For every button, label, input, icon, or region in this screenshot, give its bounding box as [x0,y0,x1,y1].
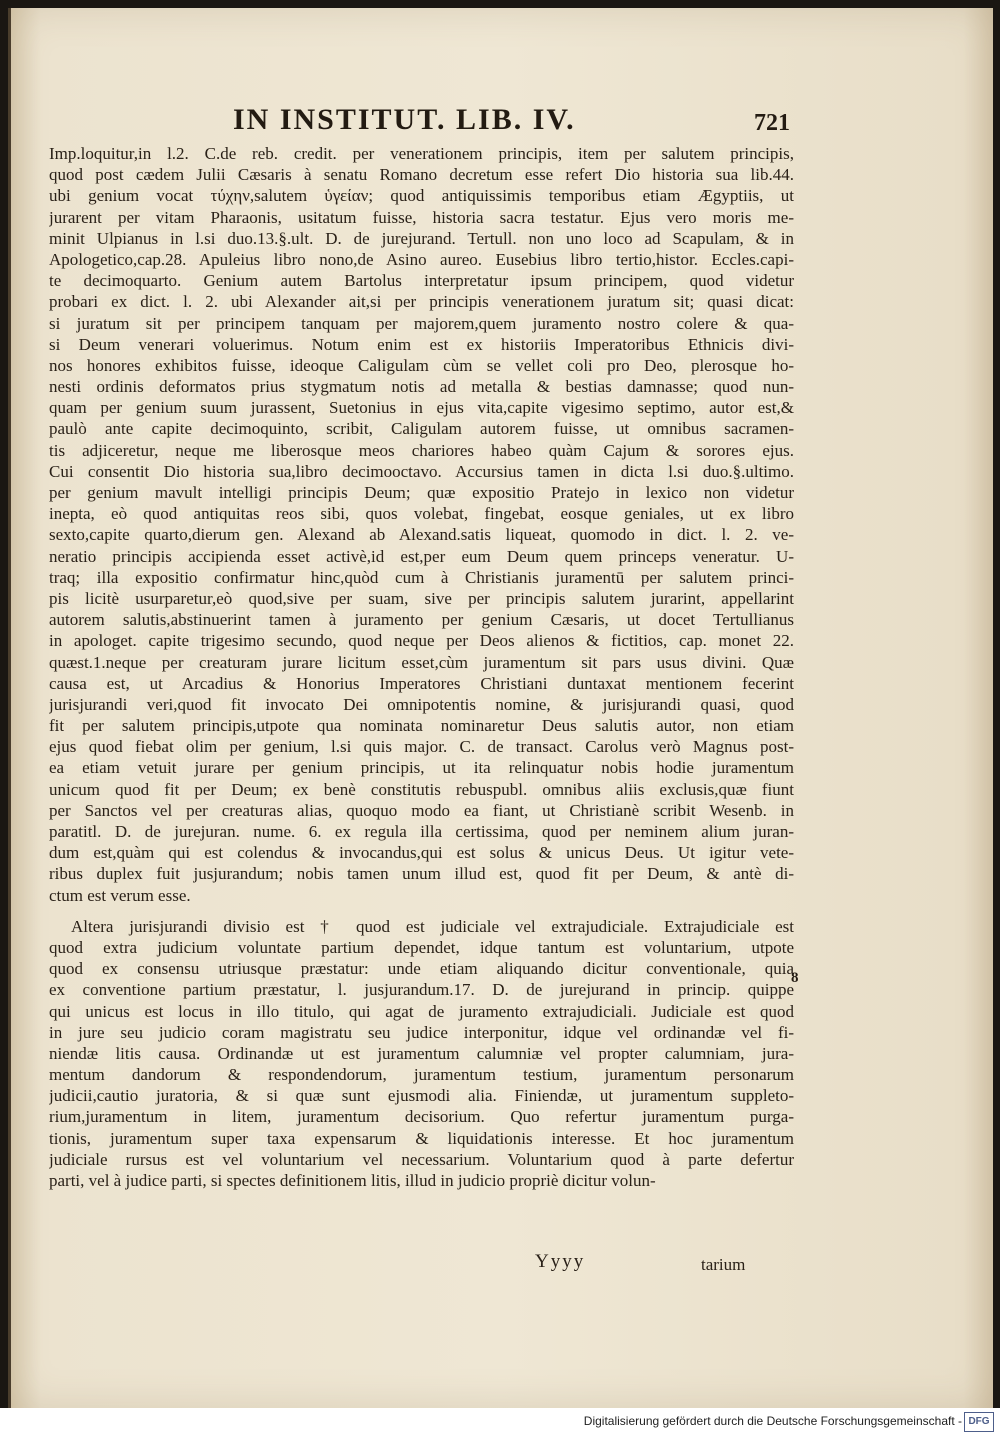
text-line: ctum est verum esse. [49,885,191,905]
text-line: inepta, eò quod antiquitas reos sibi, quos volebat, fingebat, eosque geniales, ut ex libro [49,504,794,524]
text-line: quod post cædem Julii Cæsaris à senatu Romano decretum esse refert Dio historia sua lib.44. [49,165,794,185]
text-line: ubi genium vocat τύχην,salutem ὑγείαν; quod antiquissimis temporibus etiam Ægyptiis, ut [49,186,794,206]
text-line: nesti ordinis deformatos prius stygmatum notis ad metalla & bestias damnasse; quod nun- [49,377,794,397]
text-line: unicum quod fit per Deum; ex benè constitutis rebuspubl. omnibus aliis exclusis,quæ fiunt [49,779,794,799]
page-number: 721 [754,110,790,136]
text-line: sexto,capite quarto,dierum gen. Alexand ab Alexand.satis liqueat, quomodo in dict. l. 2. ve- [49,525,794,545]
text-line: rium,juramentum in litem, juramentum decisorium. Quo refertur juramentum purga- [49,1107,794,1127]
text-line: per Sanctos vel per creaturas alias, quoquo modo ea fiant, ut Christianè scribit Wesenb. in [49,800,794,820]
text-line: parti, vel à judice parti, si spectes definitionem litis, illud in judicio propriè dicitur volun- [49,1171,656,1190]
text-line: causa est, ut Arcadius & Honorius Imperatores Christiani duntaxat mentionem fecerint [49,673,794,693]
text-line: tionis, juramentum super taxa expensarum & liquidationis interesse. Et hoc juramentum [49,1128,794,1148]
text-line: qui unicus est locus in illo titulo, qui agat de juramento extrajudiciali. Judiciale est quod [49,1001,794,1021]
dfg-logo-icon: DFG [964,1412,994,1432]
text-line: Apologetico,cap.28. Apuleius libro nono,de Asino aureo. Eusebius libro tertio,histor. Eccles.capi- [49,249,794,269]
signature-mark: Yyyy [535,1251,586,1272]
paragraph-2 [49,916,794,1191]
text-line: ejus quod fiebat olim per genium, l.si quis major. C. de transact. Carolus verò Magnus post- [49,737,794,757]
text-line: paratitl. D. de jurejuran. nume. 6. ex regula illa certissima, quod per neminem alium juran- [49,822,794,841]
text-line: paulò ante capite decimoquinto, scribit, Caligulam autorem fuisse, ut omnibus sacramen- [49,419,794,439]
margin-note: 8 [791,970,799,986]
text-line: minit Ulpianus in l.si duo.13.§.ult. D. de jurejurand. Tertull. non uno loco ad Scapulam, & in [49,228,794,248]
text-line: judicii,cautio juratoria, & si quæ sunt ejusmodi alia. Finiendæ, ut juramentum suppleto- [49,1086,794,1106]
text-line: quæst.1.neque per creaturam jurare licitum esset,cùm juramentum sit pars usus divini. Quæ [49,652,794,672]
text-line: neratio principis accipienda esset activè,id est,per eum Deum quem princeps veneratur. U- [49,546,794,566]
paragraph-1 [49,143,794,906]
text-line: mentum dandorum & respondendorum, juramentum testium, juramentum personarum [49,1065,794,1085]
text-line: jurisjurandi veri,quod fit invocato Dei omnipotentis nomine, & jurisjurandi quasi, quod [49,694,794,714]
text-line: fit per salutem principis,utpote qua nominata nominaretur Deus salutis autor, non etiam [49,716,794,736]
text-line: jurarent per vitam Pharaonis, usitatum fuisse, historia sacra testatur. Ejus vero moris me- [49,207,794,227]
footer-bar [0,1408,1000,1438]
text-line: pis licitè usurparetur,eò quod,sive per suam, sive per principis salutem jurarint, appellarint [49,588,794,608]
text-line: tis adjiceretur, neque me liberosque meos chariores habeo quàm Cajum & sorores ejus. [49,440,794,460]
text-line: te decimoquarto. Genium autem Bartolus interpretatur ipsum principem, quod videtur [49,271,794,291]
text-line: ea etiam vetuit jurare per genium principis, ut ita relinquatur nobis hodie juramentum [49,758,794,778]
text-line: judiciale rursus est vel voluntarium vel necessarium. Voluntarium quod à parte defertur [49,1149,794,1169]
text-line: niendæ litis causa. Ordinandæ ut est juramentum calumniæ vel propter calumniam, jura- [49,1043,794,1063]
footer-credit: Digitalisierung gefördert durch die Deutsche Forschungsgemeinschaft - [583,1414,962,1428]
text-line: Cui consentit Dio historia sua,libro decimooctavo. Accursius tamen in dicta l.si duo.§.ultimo. [49,461,794,481]
text-line: dum est,quàm qui est colendus & invocandus,qui est solus & unicus Deus. Ut igitur vete- [49,843,794,863]
text-line: autorem salutis,abstinuerint tamen à juramento per genium Cæsaris, ut docet Tertullianus [49,610,794,630]
text-line: quod ex consensu utriusque præstatur: unde etiam aliquando dicitur conventionale, quia [49,959,794,979]
text-line: Imp.loquitur,in l.2. C.de reb. credit. per venerationem principis, item per salutem principis, [49,144,794,163]
text-line: ex conventione partium præstatur, l. jusjurandum.17. D. de jurejurand in princip. quippe [49,980,794,1000]
catchword: tarium [701,1255,746,1274]
text-line: ribus duplex fuit jusjurandum; nobis tamen unum illud est, quod fit per Deum, & antè di- [49,864,794,884]
text-line: quod extra judicium voluntate partium dependet, idque tantum est voluntarium, utpote [49,937,794,957]
text-line: Altera jurisjurandi divisio est † quod est judiciale vel extrajudiciale. Extrajudiciale est [71,916,794,936]
body-text [49,143,794,1191]
text-line: si Deum venerari voluerimus. Notum enim est ex historiis Imperatoribus Ethnicis divi- [49,334,794,354]
text-line: traq; illa expositio confirmatur hinc,quòd cum à Christianis juramentū per salutem princi- [49,567,794,587]
text-line: in jure seu judicio coram magistratu seu judice interponitur, idque vel ordinandæ vel fi- [49,1022,794,1042]
text-line: per genium mavult intelligi principis Deum; quæ expositio Pratejo in lexico non videtur [49,483,794,502]
text-line: si juratum sit per principem tanquam per majorem,quem juramento nostro colere & qua- [49,313,794,333]
book-page [8,8,993,1408]
text-line: nos honores exhibitos fuisse, ideoque Caligulam cùm se vellet coli pro Deo, plerosque ho- [49,355,794,375]
text-line: in apologet. capite trigesimo secundo, quod neque per Deos alienos & fictitios, cap. monet 22. [49,631,794,651]
text-line: probari ex dict. l. 2. ubi Alexander ait,si per principis venerationem juratum sit; quasi dicat: [49,292,794,312]
text-line: quam per genium suum jurassent, Suetonius in ejus vita,capite vigesimo septimo, autor est,& [49,398,794,418]
running-title: IN INSTITUT. LIB. IV. [233,103,576,136]
